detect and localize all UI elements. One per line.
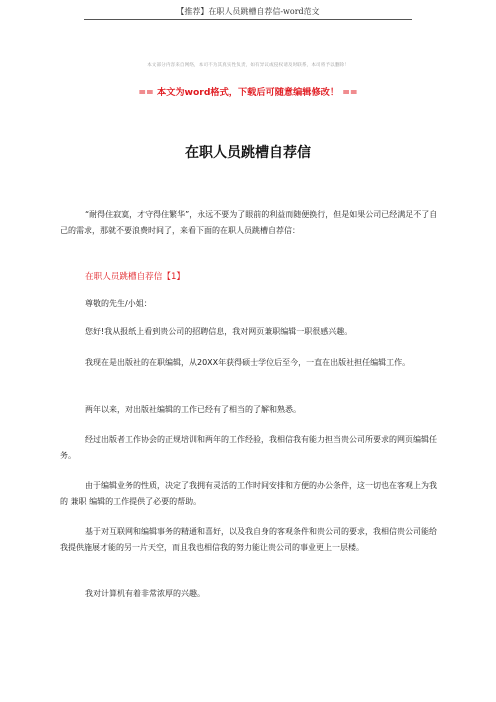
intro-paragraph: “耐得住寂寞，才守得住繁华”，永远不要为了眼前的利益而随便换行，但是如果公司已经满足不了自己的需求，那就不要浪费时间了，来看下面的在职人员跳槽自荐信：	[60, 210, 438, 235]
salutation: 尊敬的先生/小姐：	[85, 299, 152, 308]
disclaimer-text: 本文部分内容来自网络，本司不为其真实性负责，如有异议或侵权请及时联系，本司将予以删除！	[147, 63, 349, 68]
section-heading: 在职人员跳槽自荐信【1】	[85, 272, 185, 282]
document-title: 在职人员跳槽自荐信	[185, 145, 311, 161]
body-paragraph: 由于编辑业务的性质，决定了我拥有灵活的工作时间安排和方便的办公条件，这一切也在客观上为我的 兼职 编辑的工作提供了必要的帮助。	[60, 481, 437, 506]
body-paragraph: 基于对互联网和编辑事务的精通和喜好，以及我自身的客观条件和贵公司的要求，我相信贵公司能给我提供施展才能的另一片天空，而且我也相信我的努力能让贵公司的事业更上一层楼。	[60, 527, 437, 552]
body-paragraph: 经过出版者工作协会的正规培训和两年的工作经验，我相信我有能力担当贵公司所要求的网页编辑任务。	[60, 435, 437, 460]
page-header-title: 【推荐】在职人员跳槽自荐信-word范文	[176, 7, 320, 16]
word-format-notice: == 本文为word格式，下载后可随意编辑修改！ ==	[138, 87, 358, 98]
body-paragraph: 您好!我从报纸上看到贵公司的招聘信息，我对网页兼职编辑一职很感兴趣。	[85, 327, 353, 336]
body-paragraph: 我对计算机有着非常浓厚的兴趣。	[85, 589, 205, 598]
body-paragraph: 两年以来，对出版社编辑的工作已经有了相当的了解和熟悉。	[85, 405, 301, 414]
header-divider	[84, 19, 412, 20]
body-paragraph: 我现在是出版社的在职编辑，从20XX年获得硕士学位后至今，一直在出版社担任编辑工作。	[85, 358, 411, 367]
